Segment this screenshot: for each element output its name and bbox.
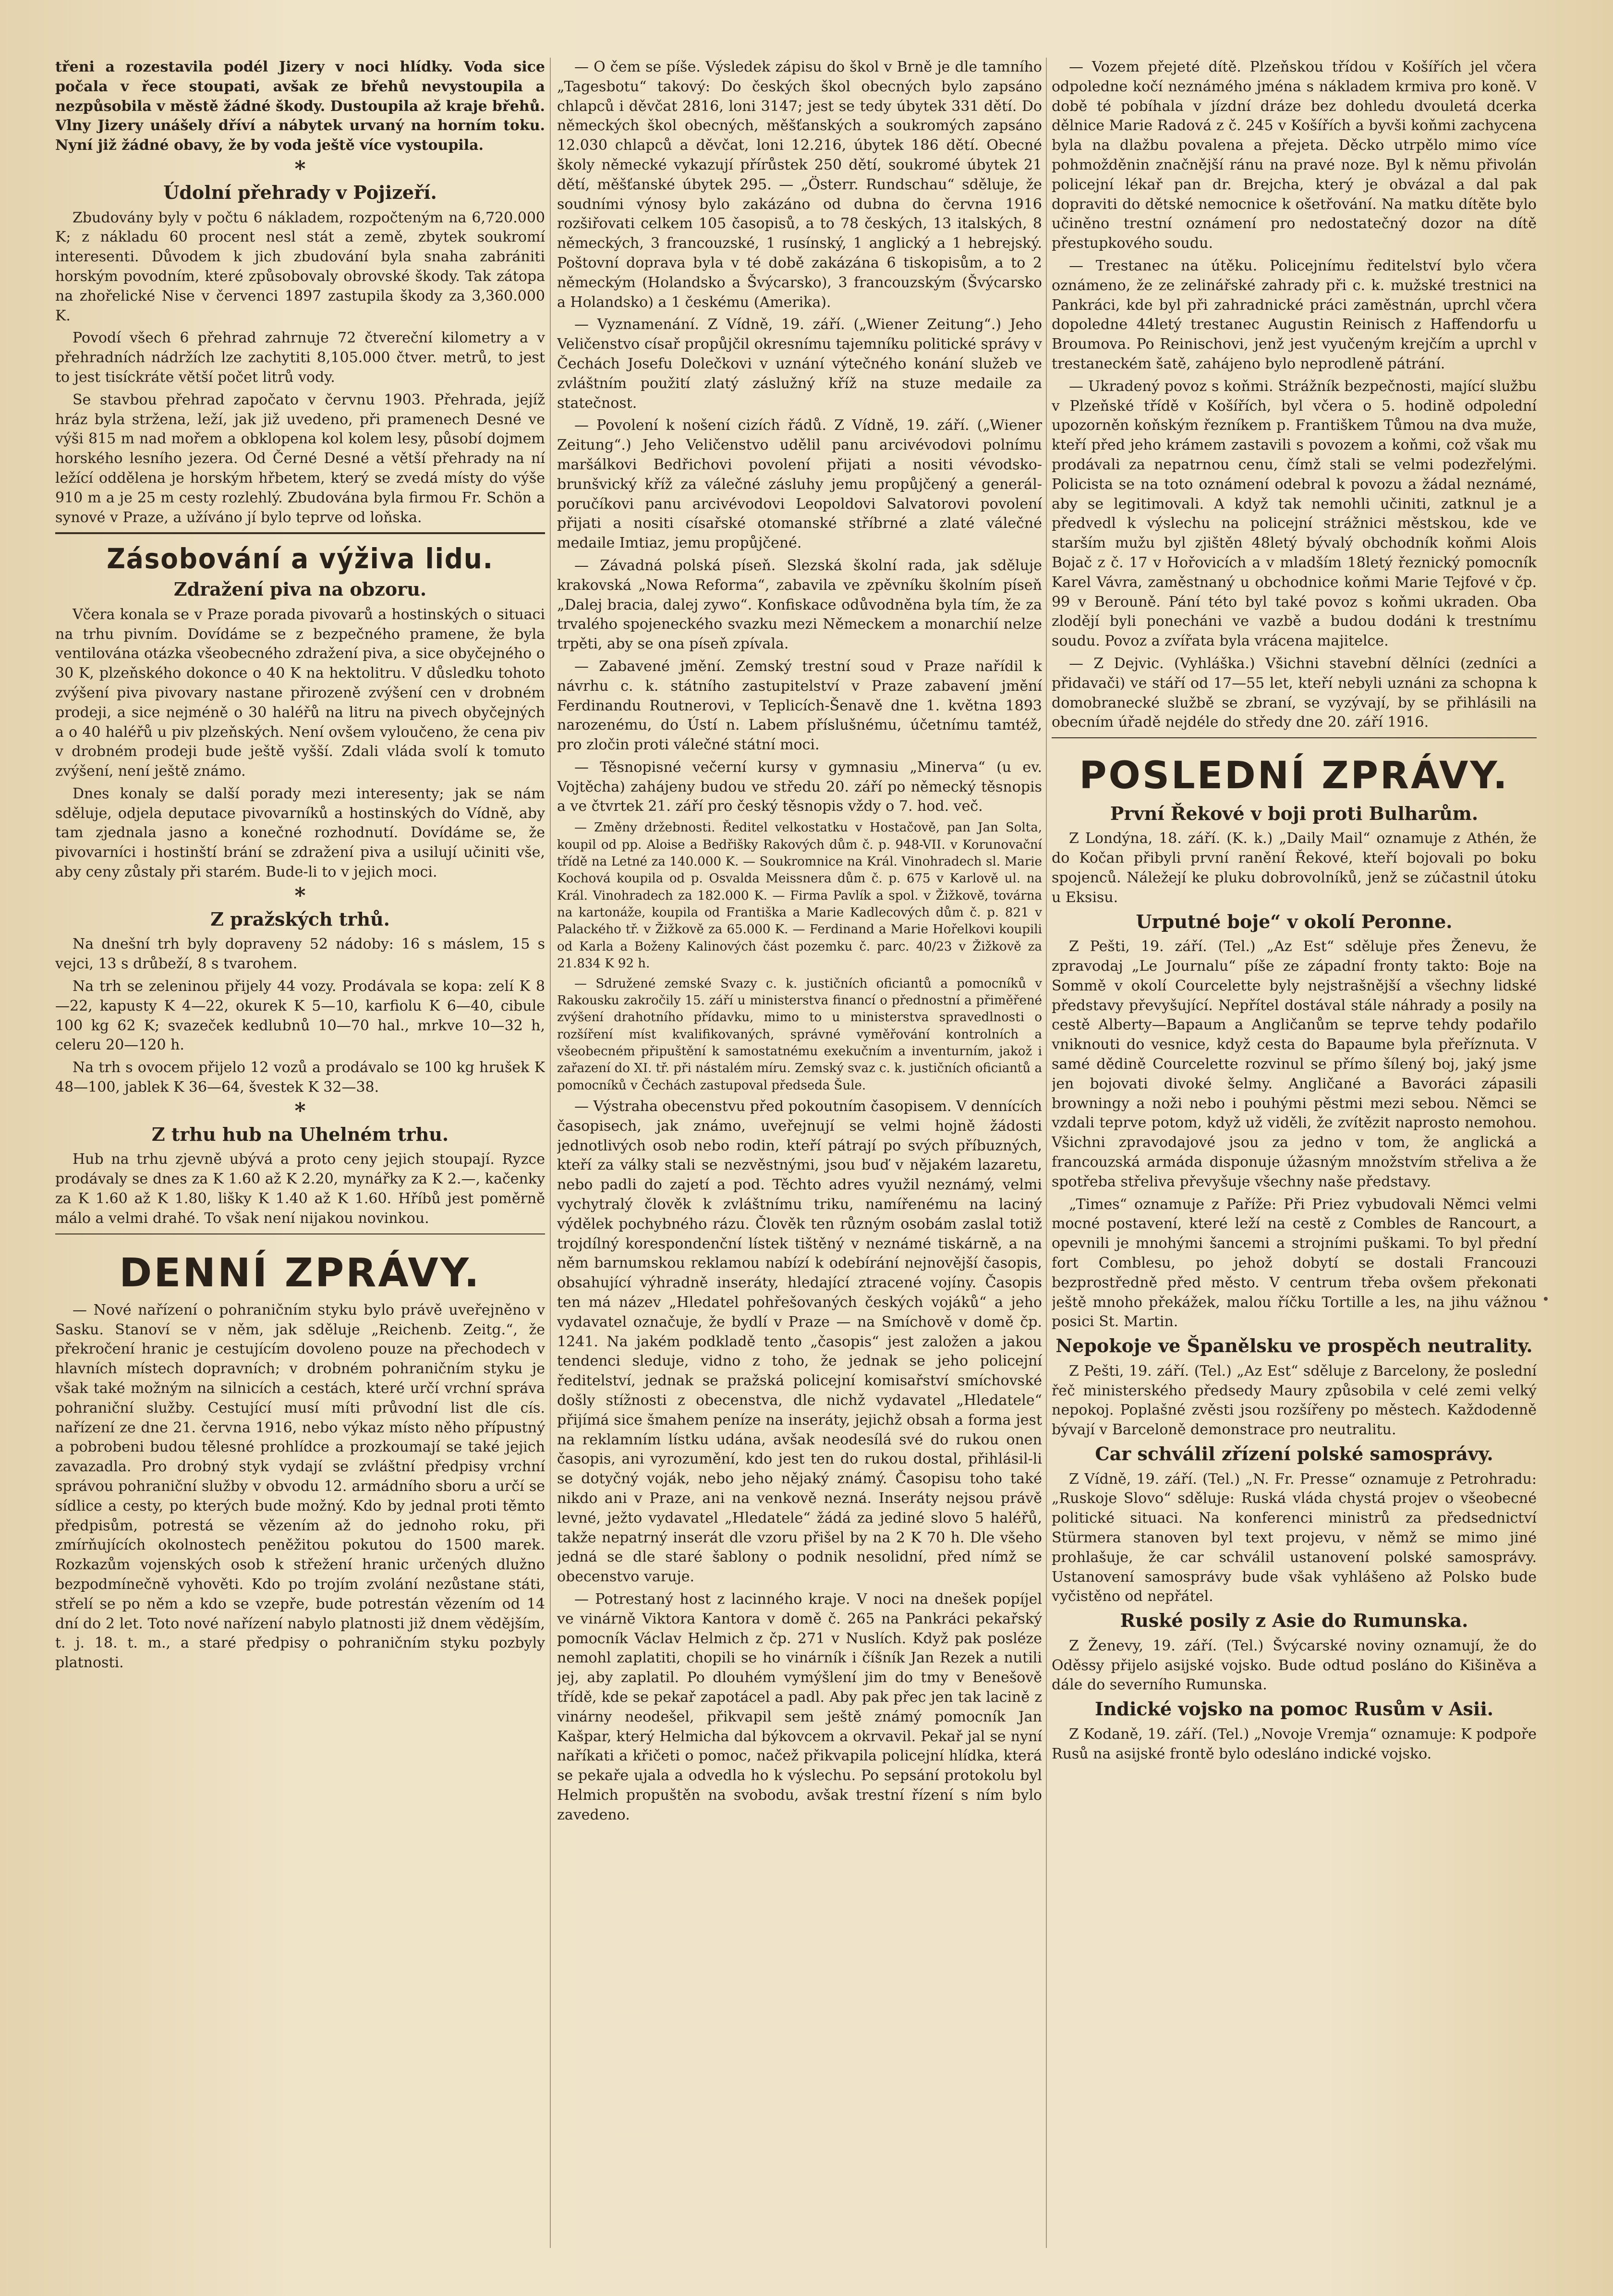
article-polish-song: — Závadná polská píseň. Slezská školní rada, jak sděluje krakovská „Nowa Reforma“, zabavila ve zpěvníku školním píseň „Dalej bracia, dalej zywo“. Konfiskace odůvodněna byla tím, že za trvalého spojeneckého svazku mezi Německem a monarchií nelze trpěti, aby se ona píseň zpívala. [557, 557, 1042, 653]
article-russia: Z Ženevy, 19. září. (Tel.) Švýcarské noviny oznamují, že do Oděssy přijelo asijské vojsko. Bude odtud posláno do Kišiněva a dále do severního Rumunska. [1052, 1637, 1537, 1694]
column-rule [550, 58, 551, 2248]
article-poland: Z Vídně, 19. září. (Tel.) „N. Fr. Presse“ oznamuje z Petrohradu: „Ruskoje Slovo“ sděluje: Ruská vláda chystá projev o všeobecné politické situaci. Na konferenci ministrů za předsednictví Stürmera stanoven byl text projevu, v němž se mimo jiné prohlašuje, že car schválil ustanovení polské samosprávy. Ustanovení samosprávy bude však vyhlášeno až Polsko bude vyčistěno od nepřátel. [1052, 1470, 1537, 1605]
article-market-p1: Na dnešní trh byly dopraveny 52 nádoby: 16 s máslem, 15 s vejci, 13 s drůbeží, 8 s tvarohem. [55, 936, 545, 973]
heading-peronne: Urputné boje“ v okolí Peronne. [1136, 910, 1453, 932]
article-stolen-cart: — Ukradený povoz s koňmi. Strážník bezpečnosti, mající službu v Plzeňské třídě v Košířích, byl včera o 5. hodině odpolední upozorněn koňským řezníkem p. Františkem Tůmou na dva muže, kteří před jeho krámem zastavili s povozem a koňmi, což však mu prodávali za nepatrnou cenu, čímž stali se velmi podezřelými. Policista se na toto oznámení odebral k povozu a žádal neznámé, aby se legitimovali. A když tak nemohli učiniti, zatknul je a předvedl k výslechu na policejní strážnici městskou, kde ve starším mužu byl zjištěn 48letý bývalý obchodník koňmi Alois Bojač z č. 17 v Hořovicích a v mladším 18letý řeznický pomocník Karel Vávra, zaměstnaný u obchodnice koňmi Marie Tejfové v čp. 99 v Berouně. Pání této byl také povoz s koňmi ukraden. Oba zlodějí byli ponecháni ve vazbě a budou dodáni k trestnímu soudu. Povoz a zvířata byla vrácena majitelce. [1052, 378, 1537, 650]
article-market-p3: Na trh s ovocem přijelo 12 vozů a prodávalo se 100 kg hrušek K 48—100, jablek K 36—64, švestek K 32—38. [55, 1059, 545, 1096]
article-market-p2: Na trh se zeleninou přijely 44 vozy. Prodávala se kopa: zelí K 8—22, kapusty K 4—22, okurek K 5—10, karfiolu K 6—40, cibule 100 kg 62 K; svazeček kedlubnů 10—70 hal., mrkve 10—32 h, celeru 20—120 h. [55, 978, 545, 1054]
article-seized-property: — Zabavené jmění. Zemský trestní soud v Praze nařídil k návrhu c. k. státního zastupitelství v Praze zabavení jmění Ferdinandu Routnerovi, v Teplicích-Šenavě dne 1. května 1893 narozenému, do Ústí n. Labem příslušnému, účetnímu tamtéž, pro zločin proti válečné státní moci. [557, 658, 1042, 754]
article-warning-magazine: — Výstraha obecenstvu před pokoutním časopisem. V dennících časopisech, jak známo, uveřejnují se velmi hojně žádosti jednotlivých osob nebo rodin, kteří pátrají po svých příbuzných, kteří za války stali se nezvěstnými, jsou buď v nějakém lazaretu, nebo padli do zajetí a pod. Těchto adres využil neznámý, velmi vychytralý člověk k zvláštnímu triku, namířenému na laciný výdělek pochybného rázu. Člověk ten různým osobám zaslal totiž trojdílný korespondenční lístek tištěný v neznámé tiskárně, a na něm barnumskou reklamou nabízí k odebírání nejnovější časopis, obsahující výhradně inseráty, hledající ztracené vojíny. Časopis ten má název „Hledatel pohřešovaných českých vojáků“ a jeho vydavatel označuje, že bydlí v Praze — na Smíchově v domě čp. 1241. Na jakém podkladě tento „časopis“ jest založen a jakou tendenci sleduje, vidno z toho, že jednak se jeho policejní ředitelství, jednak se pražská policejní komisařství smíchovské došly stížnosti z obecenstva, dle nichž vydavatel „Hledatele“ přijímá sice šmahem peníze na inseráty, jejichž obsah a forma jest na reklamním lístku udána, avšak neodesílá své do rukou onen časopis, ani vyrozumění, kdo jest ten do rukou dostal, přihlásil-li se dotyčný voják, nebo jeho nějaký známý. Časopisu toho také nikdo ani v Praze, ani na venkově nezná. Inseráty nejsou právě levné, ježto vydavatel „Hledatele“ žádá za jediné slovo 5 haléřů, takže nepatrný inserát dle vzoru přišel by na 2 K 70 h. Dle všeho jedná se dle staré šablony o podnik nesolidní, před nímž se obecenstvo varuje. [557, 1098, 1042, 1586]
article-peronne-p2: „Times“ oznamuje z Paříže: Při Priez vybudovali Němci velmi mocné postavení, které leží na cestě z Combles de Rancourt, a opevnili je mnohými šancemi a strojními puškami. To byl přední fort Comblesu, po jehož dobytí se dostali Francouzi bezprostředně před město. V centrum třeba ovšem překonati ještě mnoho překážek, malou říčku Tortille a les, na jihu vážnou posici St. Martin. [1052, 1196, 1537, 1331]
article-steno-courses: — Těsnopisné večerní kursy v gymnasiu „Minerva“ (u ev. Vojtěcha) zahájeny budou ve středu 20. září po německý těsnopis a ve čtvrtek 21. září pro český těsnopis vždy o 7. hod. več. [557, 758, 1042, 815]
column-1 [55, 58, 545, 2248]
heading-mushrooms: Z trhu hub na Uhelném trhu. [151, 1123, 449, 1145]
article-escaped-convict: — Trestanec na útěku. Policejnímu ředitelství bylo včera oznámeno, že ze zelinářské zahrady při c. k. mužské trestnici na Pankráci, kde byl při zahradnické práci zaměstnán, uprchl včera dopoledne 44letý trestanec Augustin Reinisch z Haffendorfu u Broumova. Po Reinischovi, jenž jest vyučeným krejčím a uprchl v trestaneckém šatě, zahájeno bylo neprodleně pátrání. [1052, 257, 1537, 372]
heading-spain: Nepokoje ve Španělsku ve prospěch neutrality. [1055, 1335, 1533, 1357]
section-rule [55, 532, 545, 534]
separator-star: * [294, 883, 306, 908]
article-peronne-p1: Z Pešti, 19. září. (Tel.) „Az Est“ sděluje přes Ženevu, že zpravodaj „Le Journalu“ píše ze západní fronty takto: Boje na Sommě v okolí Courcelette byly nejstrašnější a všechny lidské představy převyšující. Nepřítel dostával stále náhrady a posily na cestě Alberty—Bapaum a Angličanům se teprve tehdy podařilo vniknouti do vesnice, když cesta do Bapaume byla přeříznuta. V samé dědině Courcelette rozvinul se přímo šílený boj, jaký jsme jen bojovati divoké šelmy. Angličané a Bavoráci zápasili browningy a noži nebo i pouhými pěstmi mezi sebou. Němci se vzdali teprve potom, když už viděli, že zvítězit naprosto nemohou. Všichni zpravodajové jsou za jedno v tom, že anglická a francouzská armáda disponuje úžasným množstvím střeliva a že spotřeba střeliva převyšuje všechny naše představy. [1052, 938, 1537, 1190]
heading-greeks: První Řekové v boji proti Bulharům. [1110, 802, 1479, 824]
article-flood-end: třeni a rozestavila podél Jizery v noci hlídky. Voda sice počala v řece stoupati, avšak ze břehů nevystoupila a nezpůsobila v městě žádné škody. Dustoupila až kraje břehů. Vlny Jizery unášely dříví a nábytek urvaný na horním toku. Nyní již žádné obavy, že by voda ještě více vystoupila. [55, 59, 545, 154]
article-mushrooms: Hub na trhu zjevně ubývá a proto ceny jejich stoupají. Ryzce prodávaly se dnes za K 1.60 až K 2.20, mynářky za K 2.—, kačenky za K 1.60 až K 1.80, lišky K 1.40 až K 1.60. Hříbů jest poměrně málo a velmi drahé. To však není nijakou novinkou. [55, 1151, 545, 1227]
heading-india: Indické vojsko na pomoc Rusům v Asii. [1094, 1698, 1494, 1720]
article-dejvice-notice: — Z Dejvic. (Vyhláška.) Všichni stavební dělníci (zedníci a přidavači) ve stáří od 17—55 let, kteří nebyli uznáni za schopna k domobranecké službě se zbraní, se vyzývají, by se přihlásili na obecním úřadě nejdéle do středy dne 20. září 1916. [1052, 655, 1537, 731]
section-heading-latest-news: POSLEDNÍ ZPRÁVY. [1079, 754, 1509, 798]
article-beer-p1: Včera konala se v Praze porada pivovarů a hostinských o situaci na trhu pivním. Dovídáme se z bezpečného pramene, že byla ventilována otázka všeobecného zdražení piva, a sice obyčejného o 30 K, plzeňského dokonce o 40 K na hektolitru. V důsledku tohoto zvýšení piva pivovary nastane přirozeně zvýšení cen v drobném prodeji, a sice nejméně o 30 haléřů na litru na pivech obyčejných a o 40 haléřů u piv plzeňských. Není ovšem vyloučeno, že cena piv v drobném prodeji bude ještě vyšší. Zdali vláda svolí k tomuto zvýšení, není ještě známo. [55, 606, 545, 780]
article-justice-officials: — Sdružené zemské Svazy c. k. justičních oficiantů a pomocníků v Rakousku zakročily 15. září u ministerstva financí o přednostní a přiměřené zvýšení drahotního přídavku, mimo to u ministerstva spravedlnosti o rozšíření míst kvalifikovaných, správné vyměřování kontrolních a všeobecném připuštění k samostatnému exekučním a inventurním, jakož i zařazení do XI. tř. při nástalém míru. Zemský svaz c. k. justičních oficiantů a pomocníků v Čechách zastupoval předseda Šule. [557, 976, 1042, 1093]
column-2 [557, 58, 1042, 2248]
article-india: Z Kodaně, 19. září. (Tel.) „Novoje Vremja“ oznamuje: K podpoře Rusů na asijské frontě bylo odesláno indické vojsko. [1052, 1725, 1537, 1762]
article-dams-p1: Zbudovány byly v počtu 6 nákladem, rozpočteným na 6,720.000 K; z nákladu 60 procent nesl stát a země, zbytek soukromí interesenti. Důvodem k jich zbudování byla snaha zabrániti horským povodním, které způsobovaly obrovské škody. Tak zátopa na zhořelické Nise v červenci 1897 zastupila škody za 3,360.000 K. [55, 209, 545, 324]
article-beer-p2: Dnes konaly se další porady mezi interesenty; jak se nám sděluje, odjela deputace pivovarníků a hostinských do Vídně, aby tam zjednala jasno a konečné rozhodnutí. Dovídáme se, že pivovarníci i hostinští brání se zdražení piva a usilují učiniti vše, aby ceny zůstaly při starém. Bude-li to v jejich moci. [55, 785, 545, 881]
separator-star: * [294, 1098, 306, 1123]
article-greeks: Z Londýna, 18. září. (K. k.) „Daily Mail“ oznamuje z Athén, že do Kočan přibyli první ranění Řekové, kteří bojovali po boku spojenců. Náležejí ke pluku dobrovolníků, jenž se zúčastnil útoku u Eksisu. [1052, 830, 1537, 906]
section-heading-food: Zásobování a výživa lidu. [107, 542, 494, 575]
column-3 [1052, 58, 1537, 2248]
section-rule [1052, 737, 1537, 738]
column-rule [1046, 58, 1047, 2248]
article-spain: Z Pešti, 19. září. (Tel.) „Az Est“ sděluje z Barcelony, že poslední řeč ministerského předsedy Maury způsobila v celé zemi velký nepokoj. Poplašné zvěsti jsou rozšířeny po městech. Každodenně bývají v Barceloně demonstrace pro neutralitu. [1052, 1362, 1537, 1439]
article-foreign-orders: — Povolení k nošení cizích řádů. Z Vídně, 19. září. („Wiener Zeitung“.) Jeho Veličenstvo udělil panu arcivévodovi polnímu maršálkovi Bedřichovi povolení přijati a nositi vévodsko-brunšvický kříž za válečné zásluhy jemu propůjčený a generál-poručíkovi panu arcivévodovi Leopoldovi Salvatorovi povolení přijati a nositi císařské otomanské stříbrné a zlaté válečné medaile Imtiaz, jemu propůjčené. [557, 417, 1042, 552]
section-heading-daily-news: DENNÍ ZPRÁVY. [119, 1250, 481, 1296]
article-honor: — Vyznamenání. Z Vídně, 19. září. („Wiener Zeitung“.) Jeho Veličenstvo císař propůjčil okresnímu tajemníku politické správy v Čechách Josefu Dolečkovi v uznání výtečného konání služeb ve zvláštním použití zlatý záslužný kříž na stuze medaile za statečnost. [557, 316, 1042, 412]
article-property-changes: — Změny držebnosti. Ředitel velkostatku v Hostačově, pan Jan Solta, koupil od pp. Aloise a Bedřišky Rakových dům č. p. 948-VII. v Korunovační třídě na Letné za 140.000 K. — Soukromnice na Král. Vinohradech sl. Marie Kochová koupila od p. Osvalda Meissnera dům č. p. 675 v Karlově ul. na Král. Vinohradech za 182.000 K. — Firma Pavlík a spol. v Žižkově, továrna na kartonáže, koupila od Františka a Marie Kadlecových dům č. p. 821 v Palackého tř. v Žižkově za 65.000 K. — Ferdinand a Marie Hořelkovi koupili od Karla a Boženy Kalinových část pozemku č. parc. 40/23 v Žižkově za 21.834 K 92 h. [557, 820, 1042, 971]
article-child-run-over: — Vozem přejeté dítě. Plzeňskou třídou v Košířích jel včera odpoledne kočí neznámého jména s nákladem krmiva pro koně. V době té pobíhala v jízdní dráze bez dohledu dvouletá dcerka dělnice Marie Radová z č. 245 v Košířích a byvši koňmi zachycena byla na dlažbu povalena a přejeta. Děcko utrpělo mimo více pohmožděnin značnější ránu na pravé noze. Byl k němu přivolán policejní lékař pan dr. Brejcha, který je obvázal a dal pak dopraviti do dětské nemocnice k ošetřování. Na matku dítěte bylo učiněno trestní oznámení pro nedostatečný dozor na dítě přestupkového soudu. [1052, 59, 1537, 252]
heading-market: Z pražských trhů. [210, 908, 390, 930]
heading-poland: Car schválil zřízení polské samosprávy. [1095, 1442, 1493, 1465]
article-punished-guest: — Potrestaný host z lacinného kraje. V noci na dnešek popíjel ve vinárně Viktora Kantora v domě č. 265 na Pankráci pekařský pomocník Václav Helmich z čp. 271 v Nuslích. Když pak posléze nemohl zaplatiti, chopili se ho vinárník i číšník Jan Rezek a nutili jej, aby zaplatil. Po dlouhém vymýšlení jim do tmy v Benešově třídě, kde se pekař zapotácel a padl. Aby pak přec jen tak lacině z vinárny neodešel, přikvapil sem ještě známý pomocník Jan Kašpar, který Helmicha dal býkovcem a okrvavil. Pekař jal se nyní naříkati a křičeti o pomoc, načež přikvapila policejní hlídka, která se pekaře ujala a odvedla ho k výslechu. Po sepsání protokolu byl Helmich propuštěn na svobodu, avšak trestní řízení s ním bylo zavedeno. [557, 1590, 1042, 1823]
separator-star: * [294, 156, 306, 181]
article-dams-p3: Se stavbou přehrad započato v červnu 1903. Přehrada, jejíž hráz byla stržena, leží, jak již uvedeno, při pramenech Desné ve výši 815 m nad mořem a obklopena kol kolem lesy, působí dojmem horského lesního jezera. Od Černé Desné a větší přehrady na ní ležící oddělena je horským hřbetem, který se zvedá místy do výše 910 m a je 25 m cesty rozlehlý. Zbudována byla firmou Fr. Schön a synové v Praze, a užíváno jí bylo teprve od loňska. [55, 391, 545, 526]
heading-russia: Ruské posily z Asie do Rumunska. [1120, 1610, 1468, 1632]
article-dams-p2: Povodí všech 6 přehrad zahrnuje 72 čtvereční kilometry a v přehradních nádržích lze zachytiti 8,105.000 čtver. metrů, to jest to jest tisíckráte větší počet litrů vody. [55, 330, 545, 386]
heading-beer: Zdražení piva na obzoru. [173, 578, 427, 600]
heading-dams: Údolní přehrady v Pojizeří. [163, 181, 437, 203]
section-rule [55, 1233, 545, 1234]
ink-dot [1544, 1297, 1548, 1301]
article-schools: — O čem se píše. Výsledek zápisu do škol v Brně je dle tamního „Tagesbotu“ takový: Do českých škol obecných bylo zapsáno chlapců i děvčat 2816, loni 3147; jest se tedy úbytek 331 dětí. Do německých škol obecných, měšťanských a soukromých zapsáno 12.030 chlapců a děvčat, loni 12.216, úbytek 186 dětí. Obecné školy německé vykazují přírůstek 250 dětí, soukromé úbytek 21 dětí, měšťanské úbytek 295. — „Österr. Rundschau“ sděluje, že soudními výnosy bylo zakázáno od dubna do června 1916 rozšiřovati celkem 105 časopisů, a to 78 českých, 13 italských, 8 německých, 3 francouzské, 1 rusínský, 1 anglický a 1 hebrejský. Poštovní doprava byla v té době zakázána 6 tiskopisům, a to 2 německým (Holandsko a Švýcarsko), 3 francouzským (Švýcarsko a Holandsko) a 1 českému (Amerika). [557, 59, 1042, 311]
article-border-rules: — Nové nařízení o pohraničním styku bylo právě uveřejněno v Sasku. Stanoví se v něm, jak sděluje „Reichenb. Zeitg.“, že překročení hranic je cestujícím dovoleno pouze na přechodech v hlavních místech dopravních; v drobném pohraničním styku je však také možným na silnicích a cestách, které určí vrchní správa pohraniční služby. Cestující musí míti průvodní list dle cís. nařízení ze dne 21. června 1916, nebo výkaz místo něho přípustný a pobrobeni budou tělesné prohlídce a prozkoumají se také jejich zavazadla. Pro drobný styk vydají se zvláštní předpisy vrchní správou pohraniční služby v obvodu 12. armádního sboru a určí se sídlice a cesty, po kterých bude možný. Kdo by jednal proti těmto předpisům, potrestá se vězením až do jednoho roku, při zmírňujících okolnostech peněžitou pokutou do 1500 marek. Rozkazům vojenských osob k střežení hranic určených dlužno bezpodmínečně vyhověti. Kdo po trojím zvolání nezůstane státi, střelí se po něm a kdo se vzepře, bude potrestán vězením od 14 dní do 2 let. Toto nové nařízení nabylo platnosti již dnem vědějším, t. j. 18. t. m., a staré předpisy o pohraničním styku pozbyly platnosti. [55, 1301, 545, 1672]
